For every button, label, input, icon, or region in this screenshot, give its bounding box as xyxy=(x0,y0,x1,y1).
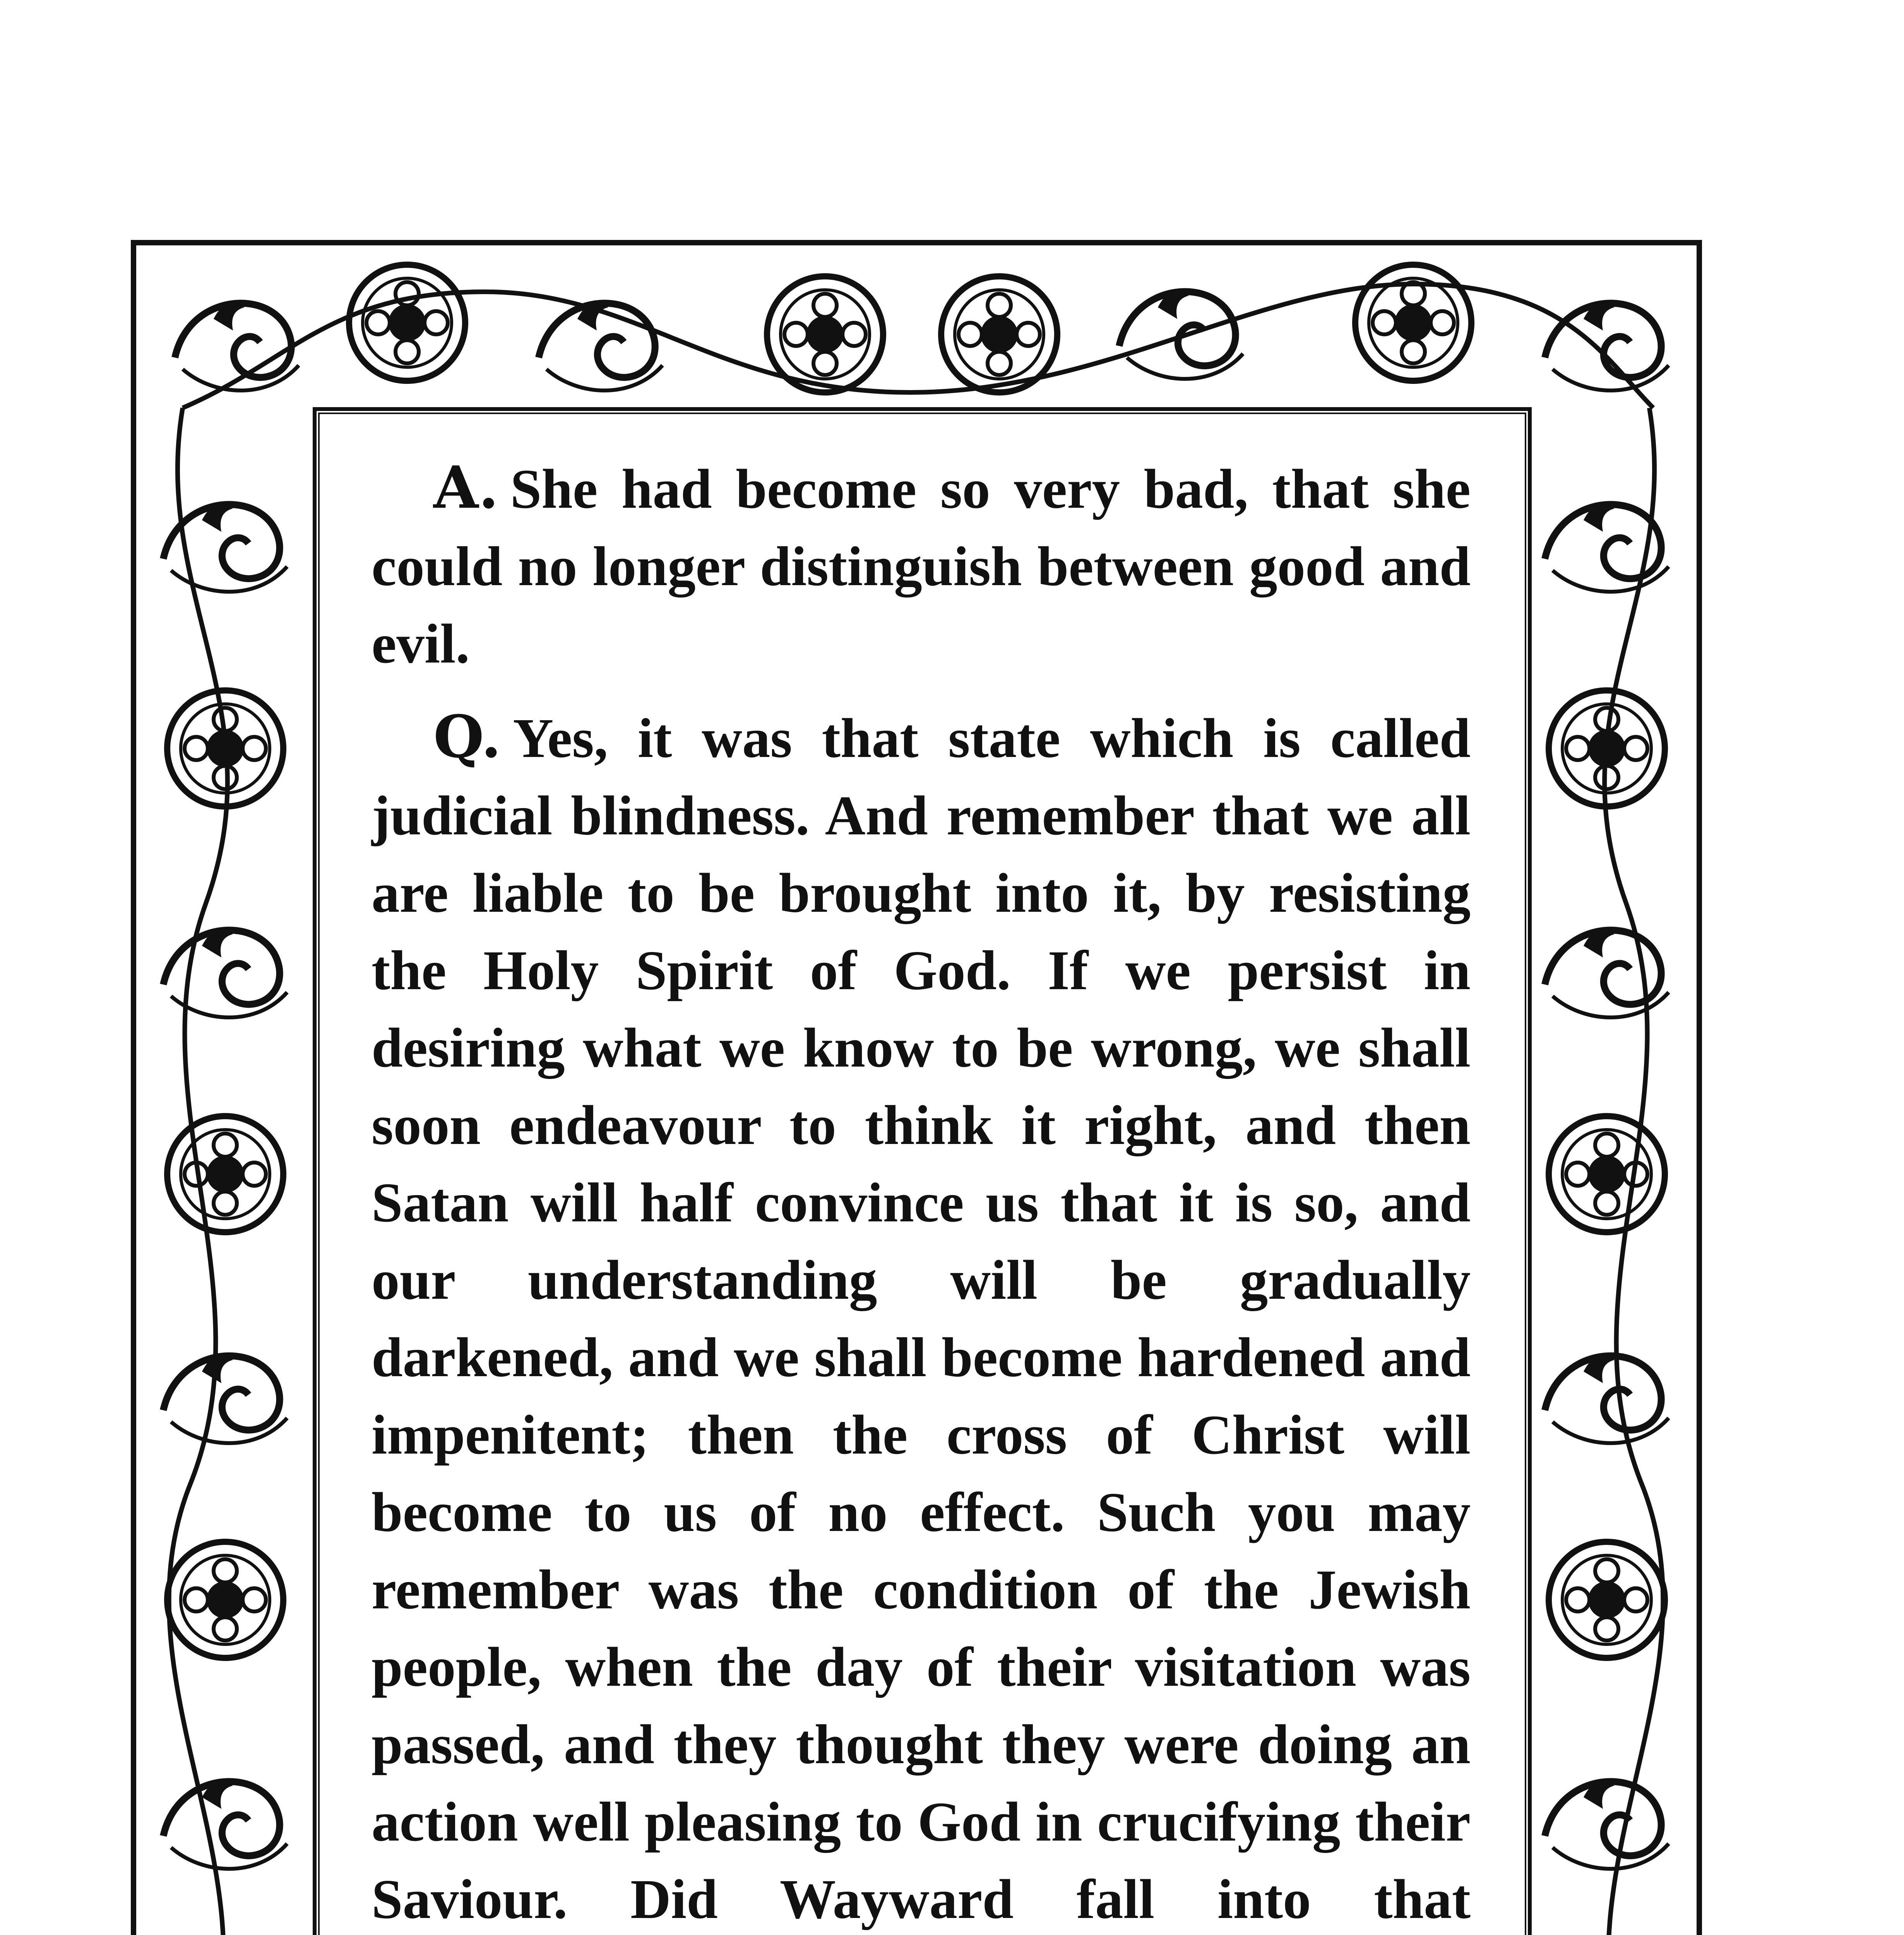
speaker-mark: A. xyxy=(433,454,499,522)
speaker-mark: Q. xyxy=(433,703,502,771)
paragraph-answer-1 xyxy=(372,449,1471,683)
page-body xyxy=(372,449,1471,1935)
paragraph-text: She had become so very bad, that she could no longer distinguish between good and evil. xyxy=(372,458,1471,675)
paragraph-question xyxy=(372,698,1471,1935)
paragraph-text: Yes, it was that state which is called judicial blindness. And remember that we all are liable to be brought into it, by resisting the Holy Spirit of God. If we persist in desiring what we know to be wrong, we shall soon endeavour to think it right, and then Satan will half convince us that it is so, and our understanding will be gradually darkened, and we shall become hardened and impenitent; then the cross of Christ will become to us of no effect. Such you may remember was the condition of the Jewish people, when the day of their visitation was passed, and they thought they were doing an action well pleasing to God in crucifying their Saviour. Did Wayward fall into that xyxy=(372,707,1471,1930)
